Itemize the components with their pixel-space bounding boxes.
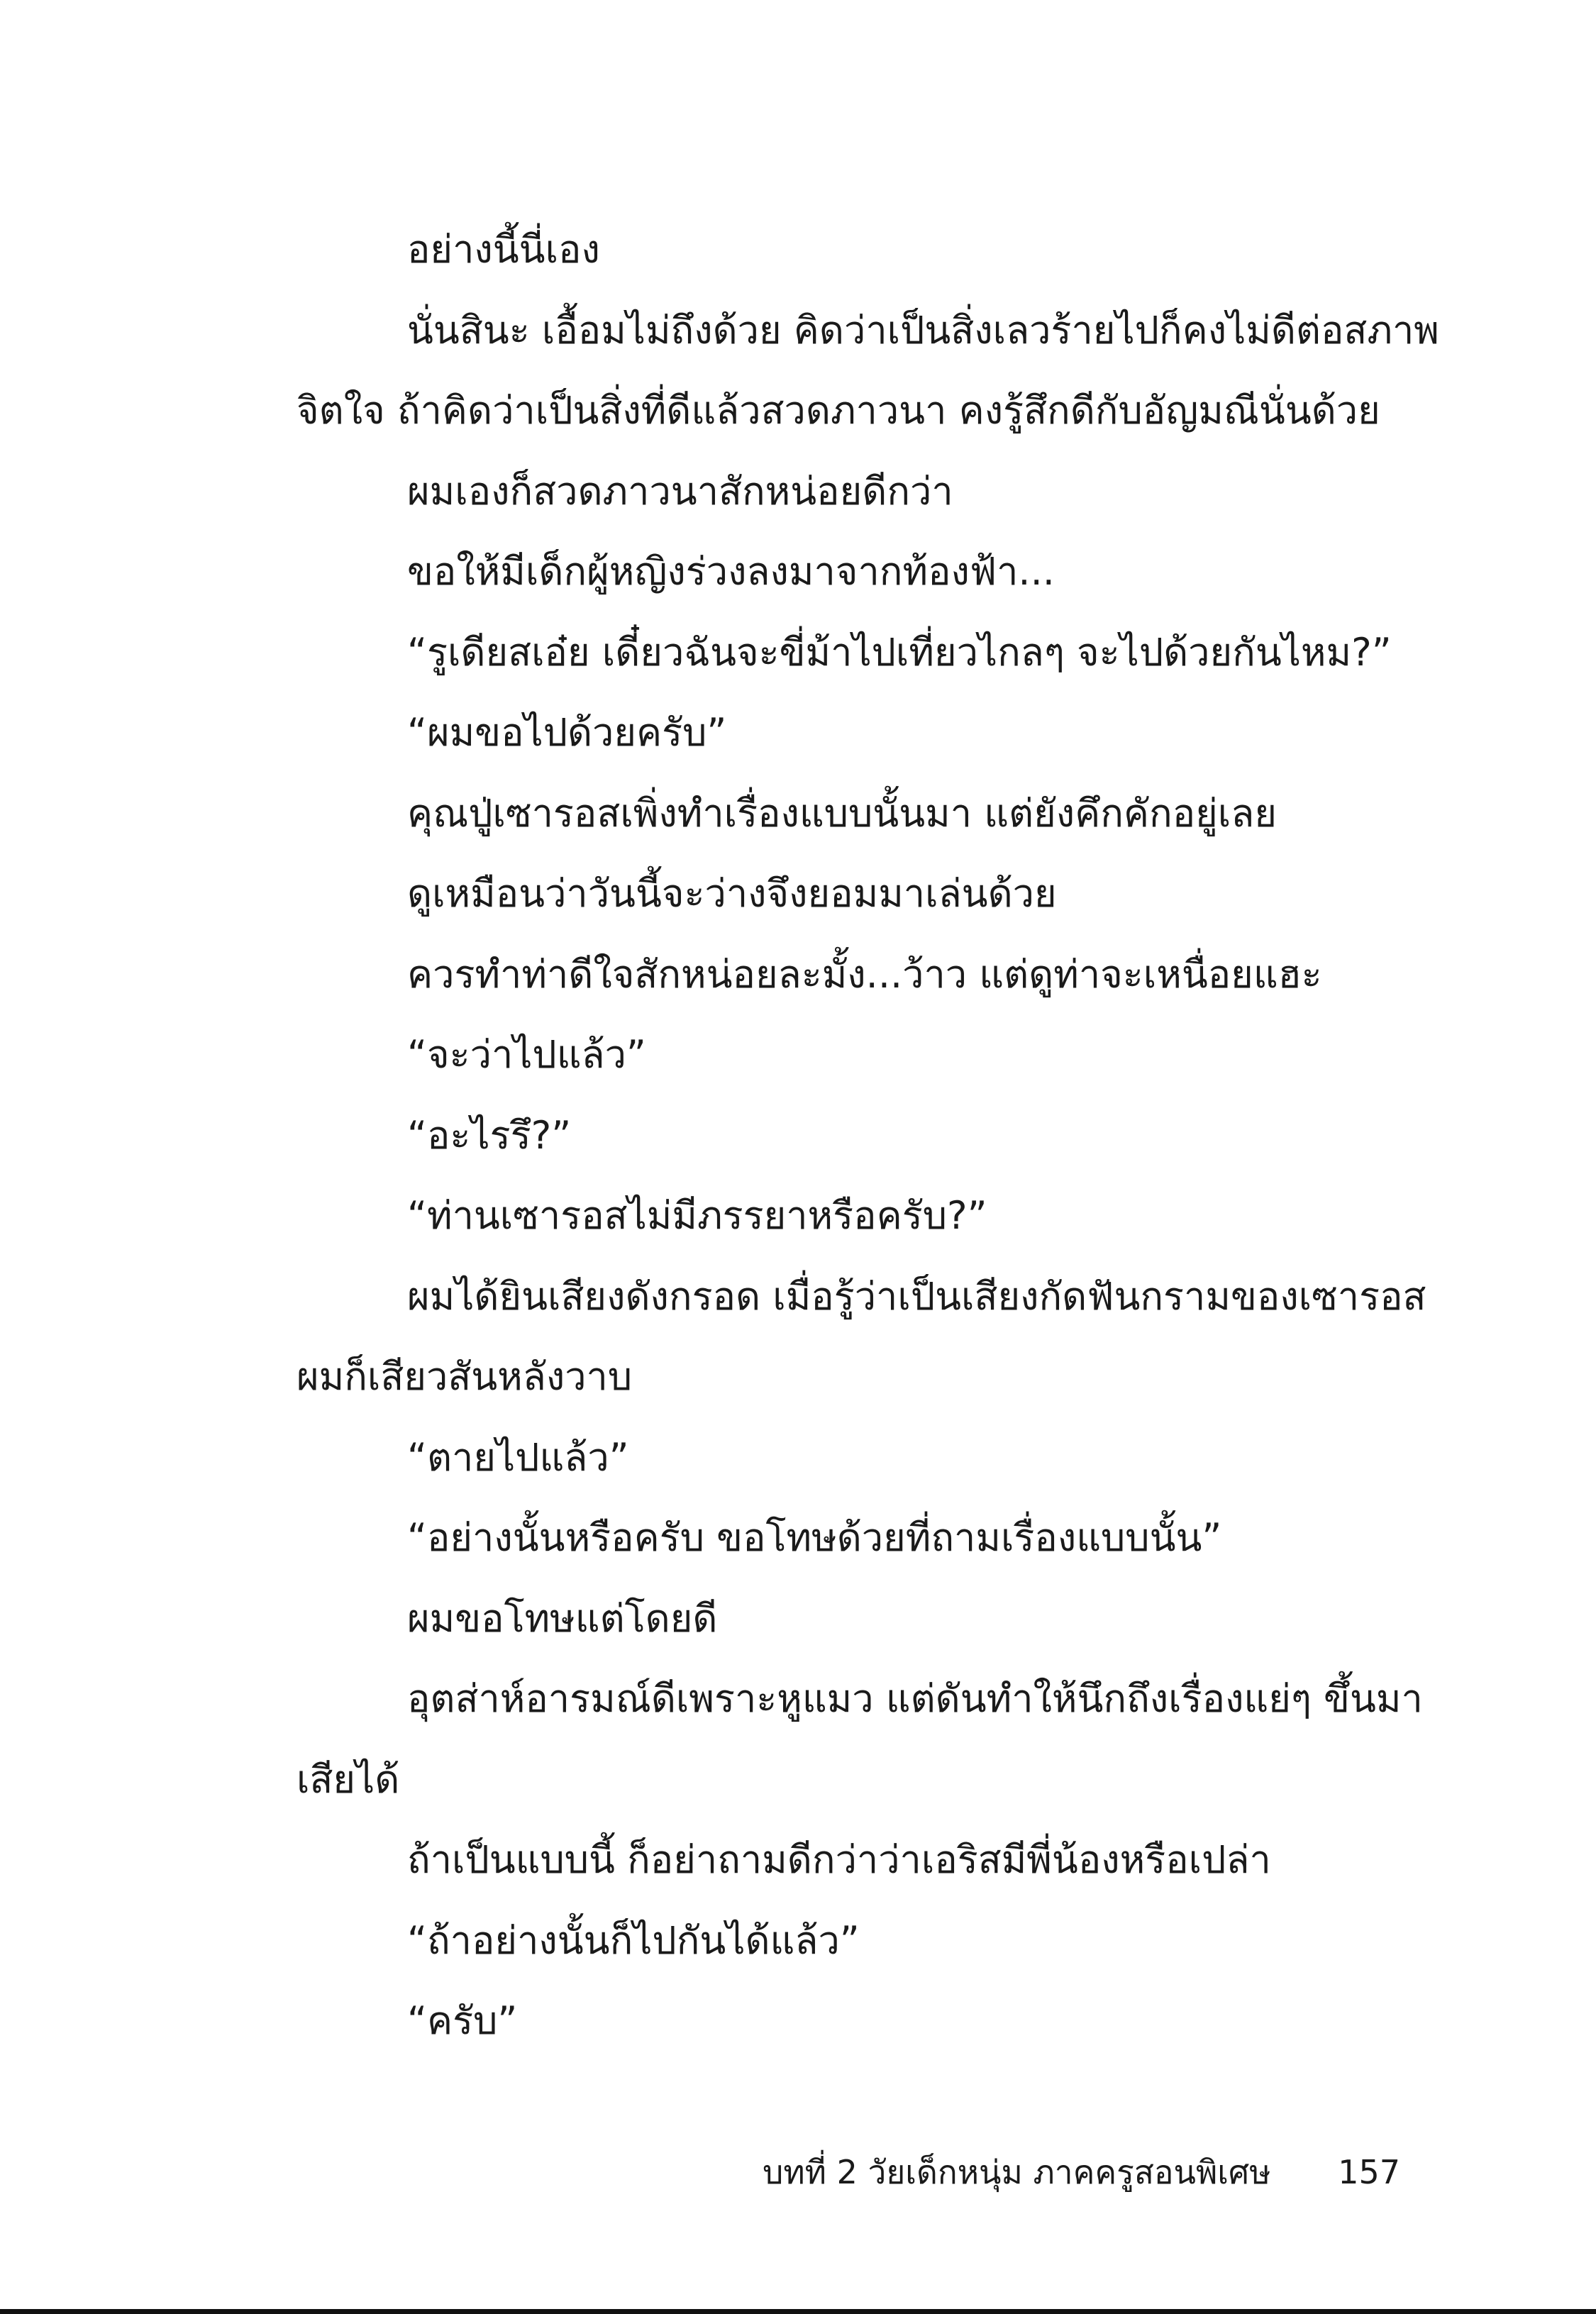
- text-line: นั่นสินะ เอื้อมไม่ถึงด้วย คิดว่าเป็นสิ่งเลวร้ายไปก็คงไม่ดีต่อสภาพ: [407, 307, 1439, 353]
- text-line: อย่างนี้นี่เอง: [407, 227, 600, 272]
- text-line: จิตใจ ถ้าคิดว่าเป็นสิ่งที่ดีแล้วสวดภาวนา คงรู้สึกดีกับอัญมณีนั่นด้วย: [297, 388, 1380, 433]
- text-line: ผมได้ยินเสียงดังกรอด เมื่อรู้ว่าเป็นเสียงกัดฟันกรามของเซารอส: [407, 1273, 1426, 1319]
- text-line: ผมเองก็สวดภาวนาสักหน่อยดีกว่า: [407, 468, 953, 514]
- text-line: ผมขอโทษแต่โดยดี: [407, 1595, 718, 1641]
- text-line: ผมก็เสียวสันหลังวาบ: [297, 1354, 633, 1399]
- page-footer: [763, 2151, 1400, 2193]
- text-line: “ครับ”: [407, 1998, 518, 2043]
- text-line: “ถ้าอย่างนั้นก็ไปกันได้แล้ว”: [407, 1917, 860, 1963]
- page-number: 157: [1338, 2153, 1400, 2191]
- chapter-title: บทที่ 2 วัยเด็กหนุ่ม ภาคครูสอนพิเศษ: [763, 2153, 1271, 2191]
- text-line: อุตส่าห์อารมณ์ดีเพราะหูแมว แต่ดันทำให้นึกถึงเรื่องแย่ๆ ขึ้นมา: [407, 1676, 1423, 1721]
- text-line: “จะว่าไปแล้ว”: [407, 1032, 646, 1077]
- text-line: เสียได้: [297, 1756, 400, 1802]
- text-line: ควรทำท่าดีใจสักหน่อยละมั้ง...ว้าว แต่ดูท่าจะเหนื่อยแฮะ: [407, 951, 1322, 997]
- bottom-border: [0, 2309, 1596, 2314]
- text-line: “อย่างนั้นหรือครับ ขอโทษด้วยที่ถามเรื่องแบบนั้น”: [407, 1515, 1222, 1560]
- text-line: “อะไรรึ?”: [407, 1112, 572, 1158]
- text-line: “ท่านเซารอสไม่มีภรรยาหรือครับ?”: [407, 1193, 987, 1238]
- text-line: ดูเหมือนว่าวันนี้จะว่างจึงยอมมาเล่นด้วย: [407, 871, 1057, 916]
- text-line: คุณปู่เซารอสเพิ่งทำเรื่องแบบนั้นมา แต่ยังคึกคักอยู่เลย: [407, 790, 1277, 836]
- text-line: “ผมขอไปด้วยครับ”: [407, 710, 727, 755]
- text-line: ถ้าเป็นแบบนี้ ก็อย่าถามดีกว่าว่าเอริสมีพี่น้องหรือเปล่า: [407, 1837, 1271, 1882]
- text-line: “รูเดียสเอ๋ย เดี๋ยวฉันจะขี่ม้าไปเที่ยวไกลๆ จะไปด้วยกันไหม?”: [407, 629, 1392, 675]
- text-line: ขอให้มีเด็กผู้หญิงร่วงลงมาจากท้องฟ้า...: [407, 549, 1055, 594]
- body-text: [297, 209, 1439, 2061]
- text-line: “ตายไปแล้ว”: [407, 1434, 629, 1480]
